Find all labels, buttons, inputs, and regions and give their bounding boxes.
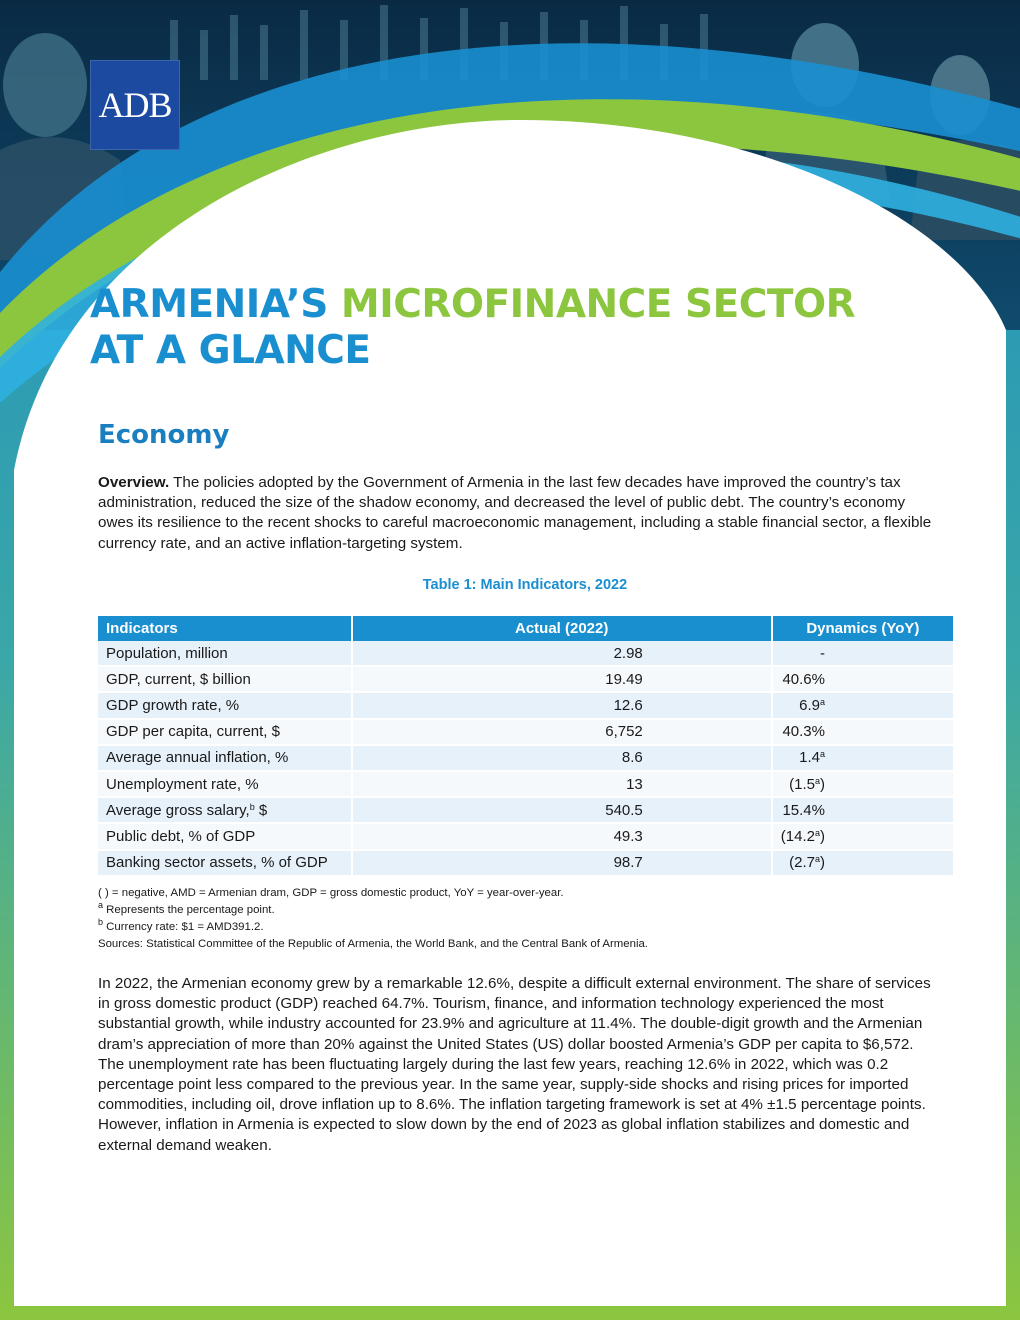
title-part-armenias: ARMENIA’S bbox=[90, 282, 328, 327]
cell-indicator bbox=[98, 745, 352, 771]
cell-indicator bbox=[98, 797, 352, 823]
column-header-actual: Actual (2022) bbox=[352, 616, 772, 641]
table-row bbox=[98, 797, 953, 823]
cell-dynamics bbox=[772, 745, 953, 771]
dynamics-open-paren: ( bbox=[789, 854, 795, 872]
cell-indicator bbox=[98, 666, 352, 692]
cell-actual: 13 bbox=[352, 771, 772, 797]
cell-dynamics bbox=[772, 850, 953, 876]
indicator-label: GDP per capita, current, $ bbox=[106, 723, 280, 741]
cell-actual: 2.98 bbox=[352, 641, 772, 666]
table-row bbox=[98, 771, 953, 797]
cell-indicator bbox=[98, 692, 352, 718]
dynamics-footnote-mark: a bbox=[814, 775, 820, 786]
note-b-text: Currency rate: $1 = AMD391.2. bbox=[103, 921, 264, 933]
overview-paragraph bbox=[98, 473, 938, 554]
overview-text: The policies adopted by the Government of Armenia in the last few decades have improved the country’s tax administration, reduced the size of the shadow economy, and decreased the level of public debt. The country’s economy owes its resilience to the recent shocks to careful macroeconomic management, including a stable financial sector, a flexible currency rate, and an active inflation-targeting system. bbox=[98, 474, 932, 552]
cell-dynamics bbox=[772, 666, 953, 692]
note-a bbox=[98, 902, 948, 919]
dynamics-close-paren: ) bbox=[820, 775, 825, 793]
section-heading-economy: Economy bbox=[98, 420, 230, 450]
adb-logo-text: ADB bbox=[98, 85, 172, 125]
table-title: Table 1: Main Indicators, 2022 bbox=[422, 577, 628, 593]
indicator-label: Unemployment rate, % bbox=[106, 775, 259, 793]
note-b-mark: b bbox=[98, 917, 104, 927]
cell-dynamics bbox=[772, 641, 953, 666]
table-header-row bbox=[98, 616, 953, 641]
cell-dynamics bbox=[772, 771, 953, 797]
cell-dynamics bbox=[772, 692, 953, 718]
dynamics-value: 6.9 bbox=[799, 696, 820, 714]
column-header-indicators: Indicators bbox=[98, 616, 352, 641]
title-part-microfinance: MICROFINANCE SECTOR bbox=[340, 282, 856, 327]
dynamics-footnote-mark: a bbox=[819, 696, 825, 707]
cell-dynamics bbox=[772, 823, 953, 849]
overview-lead: Overview. bbox=[98, 474, 170, 491]
dynamics-value: 2.7 bbox=[794, 854, 815, 872]
dynamics-close-paren: ) bbox=[820, 854, 825, 872]
cell-actual: 98.7 bbox=[352, 850, 772, 876]
dynamics-open-paren: ( bbox=[780, 827, 786, 845]
dynamics-value: - bbox=[820, 644, 825, 662]
indicator-label: GDP, current, $ billion bbox=[106, 670, 251, 688]
table-row bbox=[98, 850, 953, 876]
page-title bbox=[90, 282, 855, 374]
dynamics-footnote-mark: a bbox=[819, 749, 825, 760]
indicator-label: Average annual inflation, % bbox=[106, 749, 289, 767]
note-abbreviations: ( ) = negative, AMD = Armenian dram, GDP = gross domestic product, YoY = year-over-year. bbox=[98, 887, 564, 899]
indicator-suffix: $ bbox=[254, 801, 268, 819]
indicator-label: Public debt, % of GDP bbox=[106, 827, 256, 845]
indicator-label: Average gross salary, bbox=[106, 801, 250, 819]
table-row bbox=[98, 666, 953, 692]
note-b bbox=[98, 919, 948, 936]
dynamics-value: 40.3% bbox=[782, 723, 825, 741]
note-sources: Sources: Statistical Committee of the Republic of Armenia, the World Bank, and the Central Bank of Armenia. bbox=[98, 938, 648, 950]
main-indicators-table bbox=[98, 616, 953, 877]
dynamics-value: 15.4% bbox=[782, 801, 825, 819]
economy-body-paragraph: In 2022, the Armenian economy grew by a remarkable 12.6%, despite a difficult external environment. The share of services in gross domestic product (GDP) reached 64.7%. Tourism, finance, and information technology experienced the most substantial growth, while industry accounted for 23.9% and agriculture at 11.4%. The double-digit growth and the Armenian dram’s appreciation of more than 20% against the United States (US) dollar boosted Armenia’s GDP per capita to $6,572. The unemployment rate has been fluctuating largely during the last few years, reaching 12.6% in 2022, which was 0.2 percentage point less compared to the previous year. In the same year, supply-side shocks and rising prices for imported commodities, including oil, drove inflation up to 8.6%. The inflation targeting framework is set at 4% ±1.5 percentage points. However, inflation in Armenia is expected to slow down by the end of 2023 as global inflation stabilizes and domestic and external demand weaken. bbox=[98, 975, 931, 1154]
dynamics-footnote-mark: a bbox=[814, 827, 820, 838]
dynamics-value: 14.2 bbox=[785, 827, 815, 845]
dynamics-value: 1.5 bbox=[794, 775, 815, 793]
title-part-at-a-glance: AT A GLANCE bbox=[90, 328, 371, 373]
cell-actual: 19.49 bbox=[352, 666, 772, 692]
table-row bbox=[98, 745, 953, 771]
cell-indicator bbox=[98, 641, 352, 666]
cell-indicator bbox=[98, 823, 352, 849]
cell-actual: 6,752 bbox=[352, 719, 772, 745]
cell-indicator bbox=[98, 850, 352, 876]
table-row bbox=[98, 692, 953, 718]
cell-actual: 540.5 bbox=[352, 797, 772, 823]
table-row bbox=[98, 719, 953, 745]
table-row bbox=[98, 823, 953, 849]
indicator-footnote-mark: b bbox=[249, 801, 255, 812]
cell-actual: 8.6 bbox=[352, 745, 772, 771]
cell-indicator bbox=[98, 719, 352, 745]
cell-dynamics bbox=[772, 797, 953, 823]
adb-logo bbox=[90, 60, 180, 150]
cell-actual: 12.6 bbox=[352, 692, 772, 718]
indicator-label: Banking sector assets, % of GDP bbox=[106, 854, 328, 872]
dynamics-value: 1.4 bbox=[799, 749, 820, 767]
indicator-label: GDP growth rate, % bbox=[106, 696, 240, 714]
dynamics-close-paren: ) bbox=[820, 827, 825, 845]
cell-dynamics bbox=[772, 719, 953, 745]
dynamics-open-paren: ( bbox=[789, 775, 795, 793]
table-notes bbox=[98, 885, 948, 953]
cell-indicator bbox=[98, 771, 352, 797]
cell-actual: 49.3 bbox=[352, 823, 772, 849]
table-row bbox=[98, 641, 953, 666]
note-a-mark: a bbox=[98, 900, 104, 910]
note-a-text: Represents the percentage point. bbox=[103, 904, 275, 916]
column-header-dynamics: Dynamics (YoY) bbox=[772, 616, 953, 641]
dynamics-value: 40.6% bbox=[782, 670, 825, 688]
dynamics-footnote-mark: a bbox=[814, 854, 820, 865]
indicator-label: Population, million bbox=[106, 644, 228, 662]
